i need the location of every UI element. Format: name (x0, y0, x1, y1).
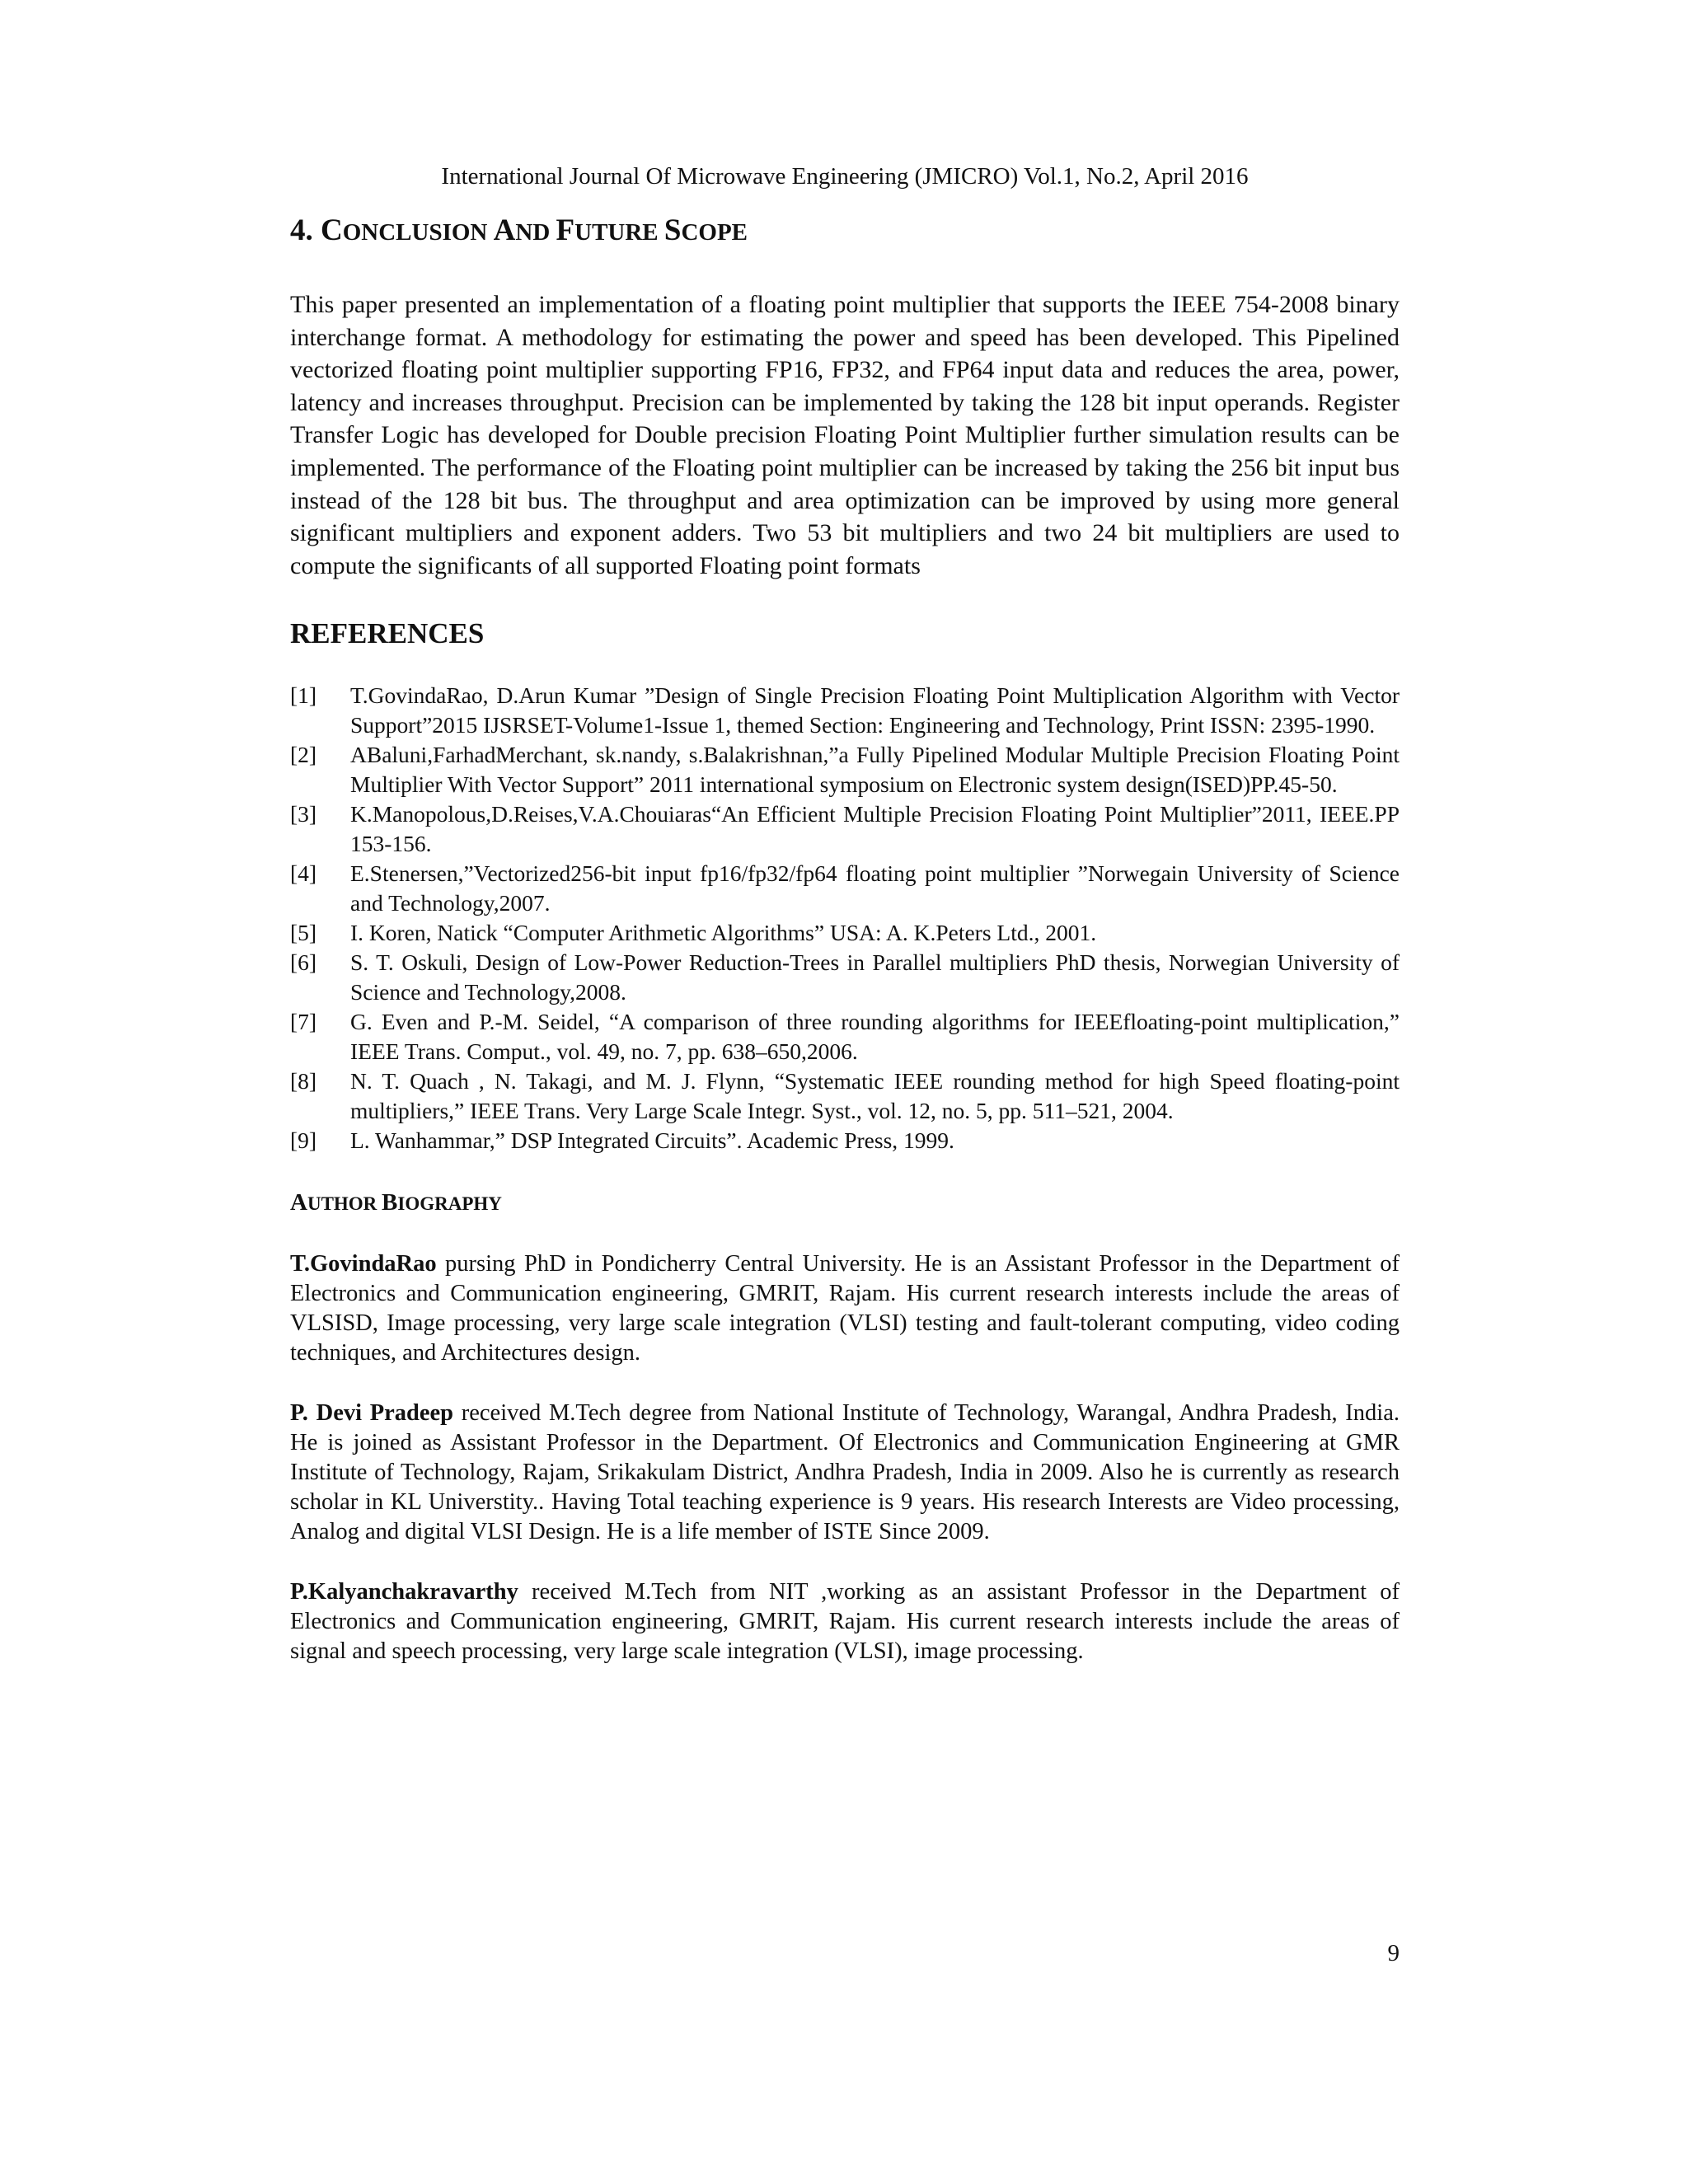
author-bio (290, 1249, 1400, 1368)
reference-text: S. T. Oskuli, Design of Low-Power Reduction-Trees in Parallel multipliers PhD thesis, Norwegian University of Science and Technology,2008. (350, 949, 1400, 1005)
reference-item (290, 1066, 1400, 1126)
reference-text: N. T. Quach , N. Takagi, and M. J. Flynn, “Systematic IEEE rounding method for high Speed floating-point multipliers,” IEEE Trans. Very Large Scale Integr. Syst., vol. 12, no. 5, pp. 511–521, 2004. (350, 1068, 1400, 1124)
author-bio (290, 1577, 1400, 1666)
reference-text: L. Wanhammar,” DSP Integrated Circuits”. Academic Press, 1999. (350, 1127, 954, 1154)
reference-text: E.Stenersen,”Vectorized256-bit input fp16/fp32/fp64 floating point multiplier ”Norwegain University of Science and Technology,2007. (350, 860, 1400, 916)
reference-number: [6] (290, 949, 317, 976)
journal-header: International Journal Of Microwave Engineering (JMICRO) Vol.1, No.2, April 2016 (441, 163, 1249, 190)
reference-item (290, 681, 1400, 740)
reference-item (290, 1007, 1400, 1066)
conclusion-heading: 4. CONCLUSION AND FUTURE SCOPE (290, 213, 748, 247)
reference-number: [7] (290, 1009, 317, 1035)
author-bio (290, 1399, 1400, 1547)
reference-text: K.Manopolous,D.Reises,V.A.Chouiaras“An Efficient Multiple Precision Floating Point Multiplier”2011, IEEE.PP 153-156. (350, 801, 1400, 857)
reference-item (290, 740, 1400, 799)
reference-text: T.GovindaRao, D.Arun Kumar ”Design of Single Precision Floating Point Multiplication Algorithm with Vector Support”2015 IJSRSET-Volume1-Issue 1, themed Section: Engineering and Technology, Print ISSN: 2395-1990. (350, 682, 1400, 738)
page-number: 9 (1387, 1940, 1400, 1966)
reference-item (290, 948, 1400, 1007)
reference-number: [2] (290, 742, 317, 768)
reference-number: [4] (290, 860, 317, 887)
author-bio-text: received M.Tech degree from National Institute of Technology, Warangal, Andhra Pradesh, India. He is joined as Assistant Professor in the Department. Of Electronics and Communication Engineering at GMR Institute of Technology, Rajam, Srikakulam District, Andhra Pradesh, India in 2009. Also he is currently as research scholar in KL Universtity.. Having Total teaching experience is 9 years. His research Interests are Video processing, Analog and digital VLSI Design. He is a life member of ISTE Since 2009. (290, 1400, 1400, 1545)
author-bio-text: pursing PhD in Pondicherry Central University. He is an Assistant Professor in the Department of Electronics and Communication engineering, GMRIT, Rajam. His current research interests include the areas of VLSISD, Image processing, very large scale integration (VLSI) testing and fault-tolerant computing, video coding techniques, and Architectures design. (290, 1251, 1400, 1366)
reference-text: I. Koren, Natick “Computer Arithmetic Algorithms” USA: A. K.Peters Ltd., 2001. (350, 920, 1097, 946)
author-name: P. Devi Pradeep (290, 1400, 454, 1427)
reference-list (290, 681, 1400, 1155)
author-name: T.GovindaRao (290, 1251, 437, 1277)
author-biography-heading: AUTHOR BIOGRAPHY (290, 1189, 502, 1216)
reference-item (290, 799, 1400, 859)
author-bio-text: received M.Tech from NIT ,working as an assistant Professor in the Department of Electronics and Communication engineering, GMRIT, Rajam. His current research interests include the areas of signal and speech processing, very large scale integration (VLSI), image processing. (290, 1579, 1400, 1665)
reference-item (290, 918, 1400, 948)
reference-text: ABaluni,FarhadMerchant, sk.nandy, s.Balakrishnan,”a Fully Pipelined Modular Multiple Precision Floating Point Multiplier With Vector Support” 2011 international symposium on Electronic system design(ISED)PP.45-50. (350, 742, 1400, 798)
reference-text: G. Even and P.-M. Seidel, “A comparison of three rounding algorithms for IEEEfloating-point multiplication,” IEEE Trans. Comput., vol. 49, no. 7, pp. 638–650,2006. (350, 1009, 1400, 1065)
reference-number: [8] (290, 1068, 317, 1094)
conclusion-paragraph: This paper presented an implementation of a floating point multiplier that supports the IEEE 754-2008 binary interchange format. A methodology for estimating the power and speed has been developed. This Pipelined vectorized floating point multiplier supporting FP16, FP32, and FP64 input data and reduces the area, power, latency and increases throughput. Precision can be implemented by taking the 128 bit input operands. Register Transfer Logic has developed for Double precision Floating Point Multiplier further simulation results can be implemented. The performance of the Floating point multiplier can be increased by taking the 256 bit input bus instead of the 128 bit bus. The throughput and area optimization can be improved by using more general significant multipliers and exponent adders. Two 53 bit multipliers and two 24 bit multipliers are used to compute the significants of all supported Floating point formats (290, 291, 1400, 579)
reference-number: [5] (290, 920, 317, 946)
references-heading: REFERENCES (290, 617, 485, 650)
reference-item (290, 859, 1400, 918)
reference-number: [3] (290, 801, 317, 827)
page-content (290, 211, 1400, 1697)
reference-number: [1] (290, 682, 317, 709)
author-name: P.Kalyanchakravarthy (290, 1579, 518, 1605)
reference-number: [9] (290, 1127, 317, 1154)
reference-item (290, 1126, 1400, 1155)
